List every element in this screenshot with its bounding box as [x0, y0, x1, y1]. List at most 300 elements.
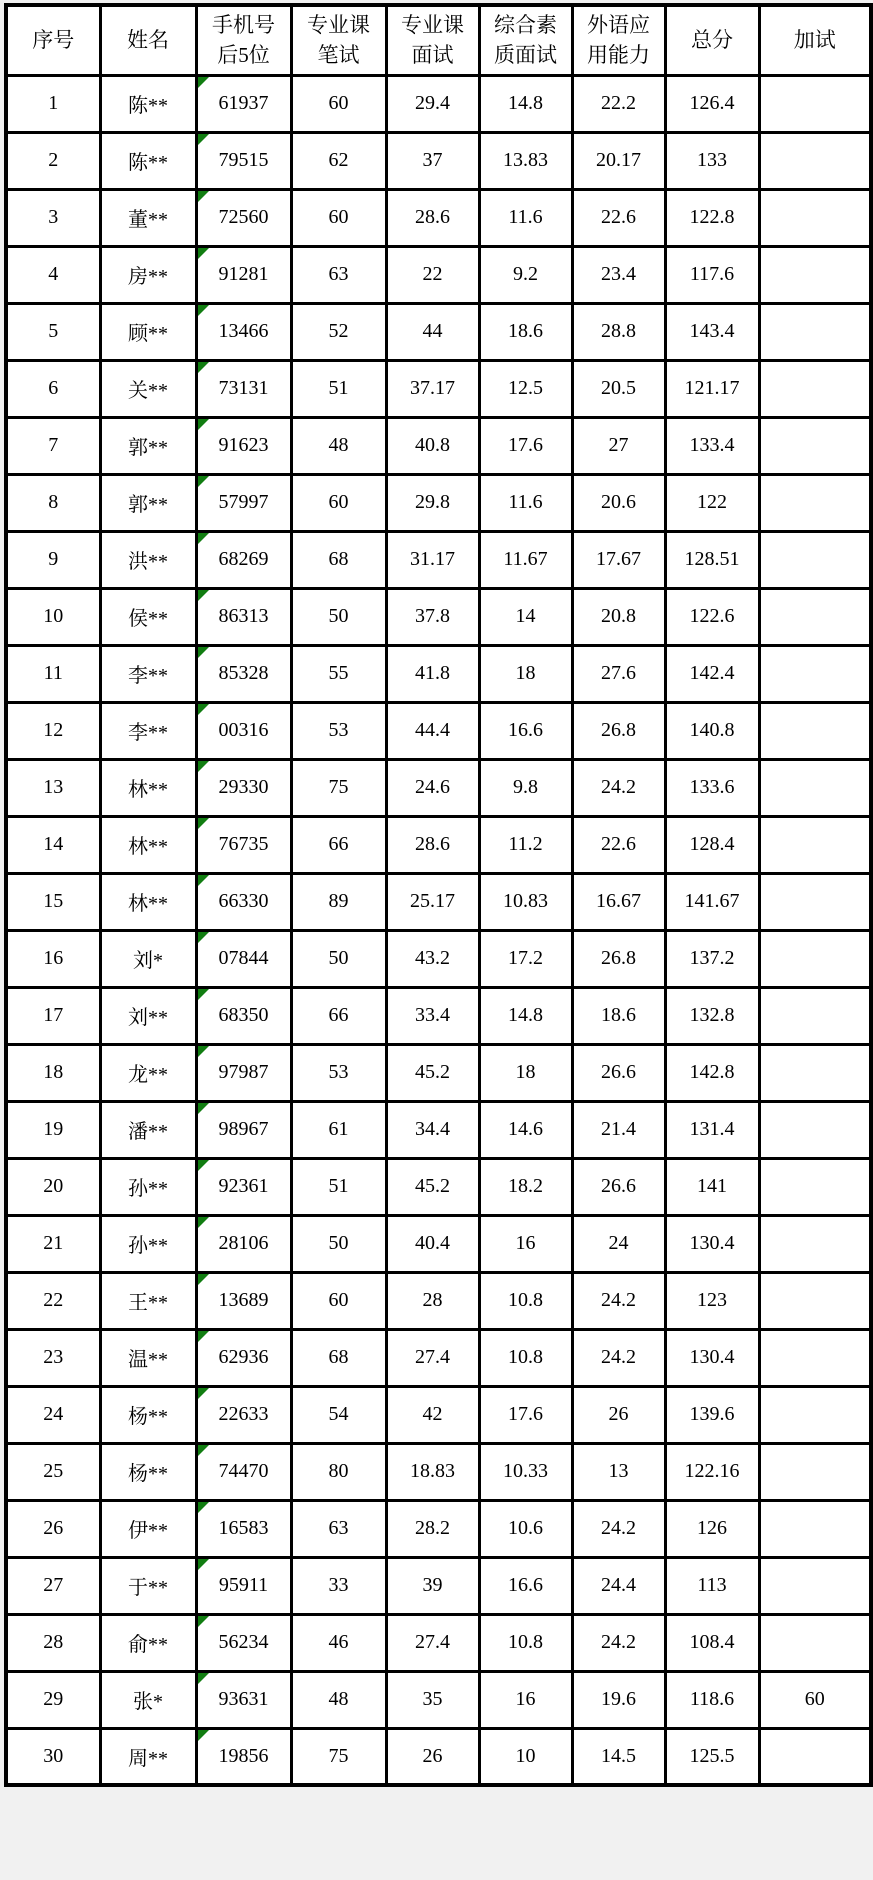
cell-value: 10 — [43, 605, 64, 627]
cell-value: 66330 — [218, 890, 269, 912]
cell-seq — [6, 1101, 100, 1158]
cell-value: 131.4 — [689, 1118, 735, 1140]
cell-seq — [6, 1386, 100, 1443]
cell-seq — [6, 588, 100, 645]
cell-extra — [759, 132, 871, 189]
cell-value: 孙** — [128, 1235, 168, 1257]
cell-value: 16 — [515, 1688, 536, 1710]
cell-comprehensive — [479, 702, 572, 759]
cell-seq — [6, 474, 100, 531]
cell-foreign — [572, 1386, 665, 1443]
green-corner-triangle-icon — [198, 134, 210, 146]
cell-extra — [759, 930, 871, 987]
green-corner-triangle-icon — [198, 77, 210, 89]
cell-foreign — [572, 1557, 665, 1614]
cell-name — [100, 189, 196, 246]
cell-phone — [196, 1044, 291, 1101]
cell-name — [100, 1557, 196, 1614]
table-row — [6, 75, 871, 132]
cell-written — [291, 1044, 386, 1101]
green-corner-triangle-icon — [198, 1502, 210, 1514]
table-row — [6, 1500, 871, 1557]
cell-foreign — [572, 645, 665, 702]
cell-written — [291, 1272, 386, 1329]
green-corner-triangle-icon — [198, 1388, 210, 1400]
green-corner-triangle-icon — [198, 248, 210, 260]
table-row — [6, 1101, 871, 1158]
cell-value: 18.6 — [601, 1004, 636, 1026]
cell-name — [100, 1386, 196, 1443]
cell-value: 26 — [608, 1403, 629, 1425]
cell-seq — [6, 360, 100, 417]
cell-value: 温** — [128, 1349, 168, 1371]
cell-value: 68350 — [218, 1004, 269, 1026]
cell-total — [665, 702, 759, 759]
cell-name — [100, 417, 196, 474]
cell-total — [665, 1671, 759, 1728]
cell-value: 122 — [697, 491, 727, 513]
cell-seq — [6, 759, 100, 816]
cell-value: 24 — [608, 1232, 629, 1254]
cell-value: 79515 — [218, 149, 269, 171]
cell-value: 11.6 — [508, 206, 543, 228]
cell-foreign — [572, 588, 665, 645]
cell-value: 14.8 — [508, 1004, 543, 1026]
cell-value: 1 — [48, 92, 59, 114]
cell-value: 29330 — [218, 776, 269, 798]
cell-phone — [196, 75, 291, 132]
cell-total — [665, 1101, 759, 1158]
cell-value: 20.6 — [601, 491, 636, 513]
cell-value: 48 — [328, 434, 349, 456]
cell-value: 130.4 — [689, 1232, 735, 1254]
table-row — [6, 816, 871, 873]
table-row — [6, 1329, 871, 1386]
cell-written — [291, 417, 386, 474]
cell-name — [100, 531, 196, 588]
cell-value: 37 — [422, 149, 443, 171]
cell-seq — [6, 75, 100, 132]
cell-value: 60 — [804, 1688, 825, 1710]
cell-written — [291, 1443, 386, 1500]
column-header-line: 序号 — [32, 28, 75, 53]
cell-value: 13466 — [218, 320, 269, 342]
cell-value: 16.67 — [596, 890, 641, 912]
cell-phone — [196, 930, 291, 987]
cell-comprehensive — [479, 1101, 572, 1158]
cell-seq — [6, 987, 100, 1044]
cell-value: 128.51 — [684, 548, 740, 570]
cell-value: 07844 — [218, 947, 269, 969]
cell-value: 10.8 — [508, 1631, 543, 1653]
cell-value: 80 — [328, 1460, 349, 1482]
cell-value: 122.8 — [689, 206, 735, 228]
cell-value: 18 — [515, 662, 536, 684]
cell-phone — [196, 1158, 291, 1215]
green-corner-triangle-icon — [198, 1103, 210, 1115]
cell-total — [665, 930, 759, 987]
cell-foreign — [572, 759, 665, 816]
cell-value: 57997 — [218, 491, 269, 513]
cell-total — [665, 1557, 759, 1614]
cell-written — [291, 1500, 386, 1557]
cell-value: 21.4 — [601, 1118, 636, 1140]
cell-written — [291, 189, 386, 246]
cell-written — [291, 930, 386, 987]
cell-interview — [386, 360, 479, 417]
cell-name — [100, 987, 196, 1044]
cell-total — [665, 1272, 759, 1329]
cell-extra — [759, 531, 871, 588]
table-row — [6, 1272, 871, 1329]
cell-value: 17.6 — [508, 434, 543, 456]
cell-value: 3 — [48, 206, 59, 228]
cell-interview — [386, 816, 479, 873]
cell-extra — [759, 1044, 871, 1101]
cell-value: 61937 — [218, 92, 269, 114]
cell-value: 10.8 — [508, 1289, 543, 1311]
cell-name — [100, 1671, 196, 1728]
cell-value: 62936 — [218, 1346, 269, 1368]
cell-phone — [196, 1728, 291, 1785]
cell-phone — [196, 1614, 291, 1671]
cell-value: 85328 — [218, 662, 269, 684]
cell-value: 68269 — [218, 548, 269, 570]
cell-value: 74470 — [218, 1460, 269, 1482]
cell-phone — [196, 1557, 291, 1614]
cell-total — [665, 1044, 759, 1101]
cell-value: 61 — [328, 1118, 349, 1140]
cell-foreign — [572, 930, 665, 987]
green-corner-triangle-icon — [198, 1445, 210, 1457]
cell-value: 28106 — [218, 1232, 269, 1254]
cell-interview — [386, 702, 479, 759]
table-head — [6, 5, 871, 75]
cell-seq — [6, 930, 100, 987]
cell-value: 24.2 — [601, 1517, 636, 1539]
cell-extra — [759, 303, 871, 360]
cell-seq — [6, 702, 100, 759]
column-header-line: 质面试 — [494, 43, 557, 68]
cell-written — [291, 1728, 386, 1785]
cell-value: 29.8 — [415, 491, 450, 513]
cell-value: 伊** — [128, 1520, 168, 1542]
cell-phone — [196, 1671, 291, 1728]
green-corner-triangle-icon — [198, 1274, 210, 1286]
cell-value: 18 — [515, 1061, 536, 1083]
cell-foreign — [572, 132, 665, 189]
cell-extra — [759, 246, 871, 303]
cell-value: 33.4 — [415, 1004, 450, 1026]
cell-foreign — [572, 75, 665, 132]
cell-value: 关** — [128, 380, 168, 402]
cell-written — [291, 1386, 386, 1443]
cell-extra — [759, 1272, 871, 1329]
cell-value: 20.8 — [601, 605, 636, 627]
cell-value: 73131 — [218, 377, 269, 399]
cell-comprehensive — [479, 417, 572, 474]
cell-value: 14.5 — [601, 1744, 636, 1767]
cell-comprehensive — [479, 132, 572, 189]
cell-comprehensive — [479, 588, 572, 645]
cell-total — [665, 588, 759, 645]
cell-seq — [6, 1329, 100, 1386]
green-corner-triangle-icon — [198, 647, 210, 659]
cell-interview — [386, 1386, 479, 1443]
cell-comprehensive — [479, 1557, 572, 1614]
cell-interview — [386, 1044, 479, 1101]
cell-value: 132.8 — [689, 1004, 735, 1026]
table-row — [6, 588, 871, 645]
green-corner-triangle-icon — [198, 818, 210, 830]
cell-name — [100, 1329, 196, 1386]
cell-interview — [386, 1614, 479, 1671]
cell-total — [665, 132, 759, 189]
cell-value: 19.6 — [601, 1688, 636, 1710]
column-header-line: 面试 — [411, 43, 454, 68]
cell-value: 6 — [48, 377, 59, 399]
cell-name — [100, 645, 196, 702]
green-corner-triangle-icon — [198, 1730, 210, 1742]
table-row — [6, 987, 871, 1044]
cell-comprehensive — [479, 1500, 572, 1557]
table-row — [6, 360, 871, 417]
cell-comprehensive — [479, 1215, 572, 1272]
cell-name — [100, 303, 196, 360]
cell-value: 11 — [43, 662, 63, 684]
cell-phone — [196, 360, 291, 417]
table-row — [6, 873, 871, 930]
table-row — [6, 417, 871, 474]
cell-phone — [196, 189, 291, 246]
column-header-line: 用能力 — [587, 43, 650, 68]
cell-interview — [386, 417, 479, 474]
cell-value: 137.2 — [689, 947, 735, 969]
cell-value: 11.67 — [503, 548, 548, 570]
cell-total — [665, 1386, 759, 1443]
cell-value: 45.2 — [415, 1175, 450, 1197]
cell-comprehensive — [479, 189, 572, 246]
cell-value: 28.6 — [415, 206, 450, 228]
cell-value: 龙** — [128, 1064, 168, 1086]
green-corner-triangle-icon — [198, 419, 210, 431]
cell-phone — [196, 816, 291, 873]
cell-value: 李** — [128, 722, 168, 744]
column-header-line: 后5位 — [217, 43, 270, 68]
cell-value: 143.4 — [689, 320, 735, 342]
table-row — [6, 1671, 871, 1728]
cell-value: 26.8 — [601, 947, 636, 969]
cell-total — [665, 645, 759, 702]
cell-value: 128.4 — [689, 833, 735, 855]
column-header-extra — [759, 5, 871, 75]
cell-comprehensive — [479, 1443, 572, 1500]
cell-value: 63 — [328, 1517, 349, 1539]
column-header-line: 专业课 — [401, 12, 464, 37]
cell-total — [665, 1329, 759, 1386]
cell-total — [665, 1215, 759, 1272]
cell-interview — [386, 1272, 479, 1329]
cell-seq — [6, 816, 100, 873]
cell-value: 141.67 — [684, 890, 740, 912]
cell-name — [100, 1158, 196, 1215]
cell-value: 侯** — [128, 608, 168, 630]
cell-value: 44 — [422, 320, 443, 342]
cell-value: 刘* — [133, 950, 163, 972]
cell-foreign — [572, 1272, 665, 1329]
cell-value: 26 — [43, 1517, 64, 1539]
cell-value: 91281 — [218, 263, 269, 285]
cell-value: 75 — [328, 776, 349, 798]
cell-value: 142.8 — [689, 1061, 735, 1083]
cell-interview — [386, 987, 479, 1044]
green-corner-triangle-icon — [198, 191, 210, 203]
column-header-line: 综合素 — [494, 12, 557, 37]
cell-foreign — [572, 246, 665, 303]
cell-phone — [196, 1386, 291, 1443]
cell-total — [665, 1500, 759, 1557]
cell-written — [291, 303, 386, 360]
cell-value: 52 — [328, 320, 349, 342]
cell-value: 16 — [43, 947, 64, 969]
cell-name — [100, 474, 196, 531]
cell-foreign — [572, 189, 665, 246]
cell-foreign — [572, 1044, 665, 1101]
cell-value: 00316 — [218, 719, 269, 741]
cell-value: 72560 — [218, 206, 269, 228]
cell-value: 66 — [328, 833, 349, 855]
cell-value: 22633 — [218, 1403, 269, 1425]
cell-written — [291, 1557, 386, 1614]
cell-phone — [196, 303, 291, 360]
table-row — [6, 189, 871, 246]
cell-value: 50 — [328, 605, 349, 627]
cell-value: 48 — [328, 1688, 349, 1710]
cell-written — [291, 702, 386, 759]
cell-value: 10.33 — [503, 1460, 548, 1482]
cell-value: 51 — [328, 377, 349, 399]
cell-interview — [386, 1101, 479, 1158]
cell-value: 28 — [422, 1289, 443, 1311]
cell-value: 20 — [43, 1175, 64, 1197]
cell-interview — [386, 930, 479, 987]
cell-phone — [196, 702, 291, 759]
cell-value: 140.8 — [689, 719, 735, 741]
cell-comprehensive — [479, 816, 572, 873]
cell-value: 杨** — [128, 1406, 168, 1428]
cell-name — [100, 930, 196, 987]
table-row — [6, 531, 871, 588]
cell-value: 郭** — [128, 494, 168, 516]
cell-value: 22 — [43, 1289, 64, 1311]
cell-value: 17.2 — [508, 947, 543, 969]
cell-value: 93631 — [218, 1688, 269, 1710]
cell-phone — [196, 246, 291, 303]
cell-foreign — [572, 816, 665, 873]
green-corner-triangle-icon — [198, 1559, 210, 1571]
cell-value: 杨** — [128, 1463, 168, 1485]
cell-value: 23 — [43, 1346, 64, 1368]
cell-seq — [6, 417, 100, 474]
cell-total — [665, 189, 759, 246]
cell-written — [291, 132, 386, 189]
cell-value: 133.4 — [689, 434, 735, 456]
cell-value: 46 — [328, 1631, 349, 1653]
cell-foreign — [572, 873, 665, 930]
cell-foreign — [572, 474, 665, 531]
cell-seq — [6, 1671, 100, 1728]
cell-total — [665, 873, 759, 930]
cell-written — [291, 474, 386, 531]
cell-value: 60 — [328, 206, 349, 228]
cell-comprehensive — [479, 1728, 572, 1785]
cell-phone — [196, 873, 291, 930]
cell-comprehensive — [479, 1386, 572, 1443]
cell-written — [291, 531, 386, 588]
cell-extra — [759, 360, 871, 417]
cell-value: 97987 — [218, 1061, 269, 1083]
table-row — [6, 132, 871, 189]
cell-phone — [196, 1101, 291, 1158]
cell-foreign — [572, 417, 665, 474]
cell-comprehensive — [479, 1329, 572, 1386]
cell-value: 13.83 — [503, 149, 548, 171]
cell-value: 22.6 — [601, 833, 636, 855]
cell-value: 28.6 — [415, 833, 450, 855]
cell-foreign — [572, 531, 665, 588]
table-row — [6, 1443, 871, 1500]
cell-value: 14 — [43, 833, 64, 855]
cell-value: 24.2 — [601, 1289, 636, 1311]
table-row — [6, 303, 871, 360]
cell-name — [100, 702, 196, 759]
cell-interview — [386, 1158, 479, 1215]
cell-foreign — [572, 360, 665, 417]
column-header-line: 姓名 — [127, 28, 169, 53]
cell-interview — [386, 75, 479, 132]
cell-phone — [196, 588, 291, 645]
green-corner-triangle-icon — [198, 1331, 210, 1343]
cell-seq — [6, 132, 100, 189]
cell-comprehensive — [479, 1614, 572, 1671]
cell-extra — [759, 645, 871, 702]
cell-seq — [6, 1215, 100, 1272]
cell-value: 22.6 — [601, 206, 636, 228]
cell-value: 11.2 — [508, 833, 543, 855]
cell-value: 14.6 — [508, 1118, 543, 1140]
cell-value: 60 — [328, 92, 349, 114]
cell-value: 28 — [43, 1631, 64, 1653]
green-corner-triangle-icon — [198, 1217, 210, 1229]
cell-written — [291, 588, 386, 645]
cell-value: 122.16 — [684, 1460, 740, 1482]
cell-comprehensive — [479, 75, 572, 132]
cell-value: 24.2 — [601, 1346, 636, 1368]
cell-written — [291, 816, 386, 873]
cell-value: 王** — [128, 1292, 168, 1314]
table-body — [6, 75, 871, 1785]
cell-total — [665, 531, 759, 588]
cell-written — [291, 75, 386, 132]
green-corner-triangle-icon — [198, 1046, 210, 1058]
green-corner-triangle-icon — [198, 476, 210, 488]
cell-phone — [196, 474, 291, 531]
cell-value: 126.4 — [689, 92, 735, 114]
header-row — [6, 5, 871, 75]
cell-value: 11.6 — [508, 491, 543, 513]
cell-value: 95911 — [218, 1574, 269, 1596]
cell-value: 14 — [515, 605, 536, 627]
